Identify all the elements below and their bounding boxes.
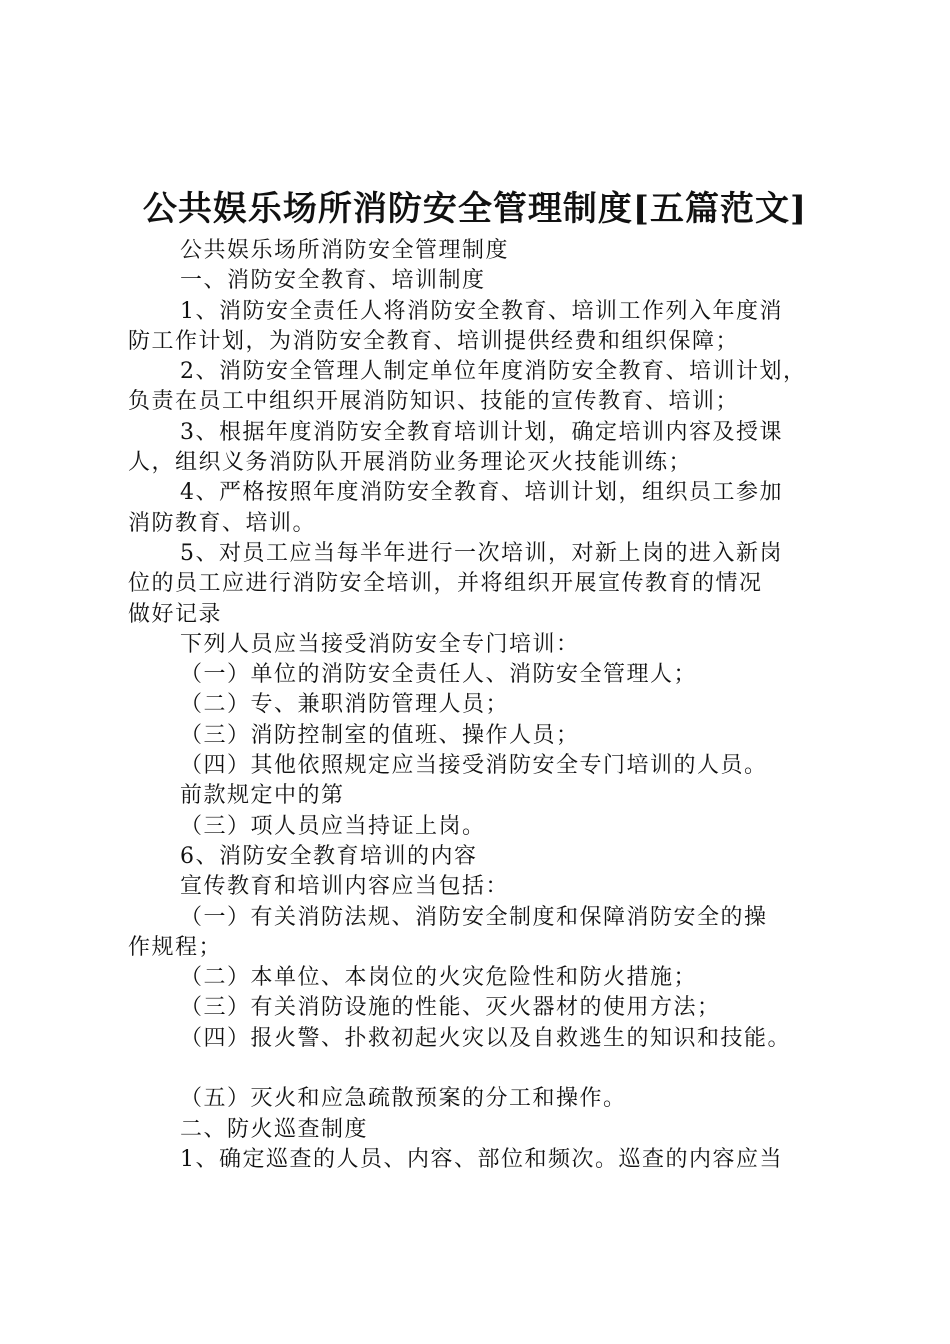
paragraph-line: （三）消防控制室的值班、操作人员； (180, 722, 580, 748)
paragraph-line: （五）灭火和应急疏散预案的分工和操作。 (180, 1086, 627, 1112)
paragraph-line: 人，组织义务消防队开展消防业务理论灭火技能训练； (128, 450, 693, 476)
paragraph-line (128, 1054, 838, 1084)
paragraph-line: 宣传教育和培训内容应当包括： (180, 874, 510, 900)
paragraph-line: （四）其他依照规定应当接受消防安全专门培训的人员。 (180, 753, 768, 779)
paragraph-line: 前款规定中的第 (180, 783, 345, 809)
paragraph-line: 2、消防安全管理人制定单位年度消防安全教育、培训计划， (180, 359, 807, 385)
paragraph-line: 消防教育、培训。 (128, 510, 317, 536)
paragraph-line: 一、消防安全教育、培训制度 (180, 268, 486, 294)
paragraph-line: （三）有关消防设施的性能、灭火器材的使用方法； (180, 995, 721, 1021)
paragraph-line: 3、根据年度消防安全教育培训计划，确定培训内容及授课 (180, 419, 783, 445)
document-title: 公共娱乐场所消防安全管理制度[五篇范文] (142, 189, 808, 229)
paragraph-line: 1、消防安全责任人将消防安全教育、培训工作列入年度消 (180, 298, 783, 324)
paragraph-line: 作规程； (128, 934, 223, 960)
paragraph-line: 5、对员工应当每半年进行一次培训，对新上岗的进入新岗 (180, 540, 783, 566)
paragraph-line: 下列人员应当接受消防安全专门培训： (180, 631, 580, 657)
paragraph-line: 6、消防安全教育培训的内容 (180, 843, 478, 869)
paragraph-line: （四）报火警、扑救初起火灾以及自救逃生的知识和技能。 (180, 1025, 792, 1051)
paragraph-line: （三）项人员应当持证上岗。 (180, 813, 486, 839)
paragraph-line: （一）单位的消防安全责任人、消防安全管理人； (180, 662, 698, 688)
paragraph-line: 负责在员工中组织开展消防知识、技能的宣传教育、培训； (128, 389, 740, 415)
paragraph-line: 4、严格按照年度消防安全教育、培训计划，组织员工参加 (180, 480, 783, 506)
paragraph-line: 1、确定巡查的人员、内容、部位和频次。巡查的内容应当 (180, 1146, 783, 1172)
paragraph-line: 防工作计划，为消防安全教育、培训提供经费和组织保障； (128, 328, 740, 354)
paragraph-line: 做好记录 (128, 601, 223, 627)
paragraph-line: （二）本单位、本岗位的火灾危险性和防火措施； (180, 965, 698, 991)
paragraph-line: 公共娱乐场所消防安全管理制度 (180, 238, 510, 263)
paragraph-line: （一）有关消防法规、消防安全制度和保障消防安全的操 (180, 904, 768, 930)
paragraph-line: 位的员工应进行消防安全培训，并将组织开展宣传教育的情况 (128, 571, 763, 597)
paragraph-line: 二、防火巡查制度 (180, 1116, 369, 1142)
document-body (128, 236, 838, 1175)
paragraph-line: （二）专、兼职消防管理人员； (180, 692, 510, 718)
